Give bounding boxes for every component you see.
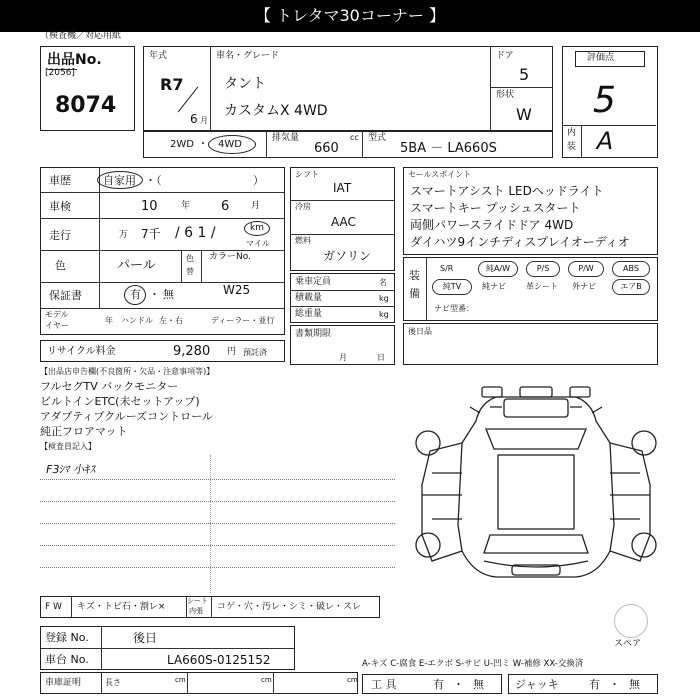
year-month-unit: 月	[200, 116, 208, 125]
lot-label: 出品No.	[47, 52, 102, 68]
mileage-man: 万	[119, 230, 129, 240]
tools-no: 無	[473, 678, 484, 691]
sales-point-line-1: スマートキー プッシュスタート	[410, 201, 581, 215]
car-diagram	[400, 385, 658, 595]
size-cm-1: cm	[175, 676, 186, 684]
recycle-value: 9,280	[173, 344, 211, 359]
size-cm-3: cm	[347, 676, 358, 684]
fw-items: キズ・トビ石・割レ×	[77, 602, 166, 612]
defect-legend: A-キズ C-腐食 E-エクボ S-サビ U-凹ミ W-補修 XX-交換済	[362, 659, 584, 669]
equip-navi: 純ナビ	[482, 282, 506, 291]
inspection-month-unit: 月	[251, 201, 261, 211]
sales-point-line-3: ダイハツ9インチディスプレイオーディオ	[410, 235, 630, 249]
history-suffix: ・（	[145, 174, 162, 187]
mileage-sen: 7千	[141, 227, 161, 241]
tone-label-bottom: 替	[186, 267, 194, 276]
model-label: 車名・グレード	[216, 51, 280, 61]
fw-label: F W	[45, 602, 62, 612]
doc-limit-day: 日	[377, 353, 385, 362]
doc-limit-box	[290, 325, 395, 365]
later-items-label: 後日品	[408, 327, 432, 336]
year-era: R7	[160, 75, 184, 94]
shift-value: IAT	[333, 181, 352, 195]
score-label: 評価点	[587, 53, 615, 63]
equip-sr: S/R	[440, 264, 454, 273]
inspection-year-unit: 年	[181, 201, 191, 211]
inspector-notes-area	[40, 455, 400, 595]
equip-leather: 革シート	[526, 282, 558, 291]
top-note: （検査機／対応用紙	[40, 31, 122, 41]
jack-label: ジャッキ	[515, 678, 559, 691]
spec-row	[143, 131, 553, 158]
history-label: 車歴	[49, 174, 71, 187]
model-code-value: 5BA － LA660S	[400, 141, 497, 156]
interior-label-top: 内	[567, 128, 577, 138]
inspector-handwriting: F3ｼﾏ 小ｷｽ	[44, 463, 97, 476]
details-table	[40, 167, 285, 335]
lot-code: [2056]	[45, 68, 75, 78]
equip-pw: P/W	[568, 261, 604, 277]
seat-label-bottom: 内張	[189, 607, 203, 615]
equip-ext-navi: 外ナビ	[572, 282, 596, 291]
capacity-label-1: 積載量	[295, 293, 323, 303]
inspection-label: 車検	[49, 200, 71, 213]
equip-alloy: 純A/W	[478, 261, 518, 277]
warranty-yes: 有	[130, 288, 141, 301]
sales-points-box	[403, 167, 658, 255]
year-month: 6	[190, 112, 198, 126]
mileage-km: km	[250, 223, 264, 233]
fuel-label: 燃料	[295, 236, 311, 245]
score-box	[562, 46, 658, 158]
tone-label-top: 色	[186, 254, 194, 263]
inspector-notes-label: 【検査員記入】	[40, 442, 96, 451]
color-value: パール	[117, 258, 156, 273]
warranty-label: 保証書	[49, 289, 82, 302]
ac-value: AAC	[331, 215, 356, 229]
model-year-label-bottom: イヤー	[45, 321, 69, 330]
spare-circle	[614, 604, 648, 638]
ac-label: 冷房	[295, 202, 311, 211]
size-label: 車庫証明	[45, 678, 82, 688]
header-bar	[0, 0, 700, 32]
capacity-label-2: 総重量	[295, 309, 323, 319]
displacement-value: 660	[314, 141, 339, 156]
seat-items: コゲ・穴・汚レ・シミ・破レ・スレ	[217, 602, 362, 612]
capacity-table	[290, 273, 395, 323]
model-name: タント	[224, 76, 266, 92]
score-value: 5	[588, 80, 621, 121]
recycle-note: 預託済	[243, 348, 267, 357]
equipment-label-1: 備	[409, 287, 420, 300]
shape-label: 形状	[496, 90, 515, 100]
lot-box	[40, 46, 135, 131]
lot-number: 8074	[55, 93, 117, 118]
mech-table	[290, 167, 395, 271]
registration-table	[40, 626, 295, 670]
color-no-value: W25	[223, 283, 251, 297]
seat-label-top: シート	[187, 597, 208, 605]
defects-row	[40, 596, 380, 618]
shape-value: W	[516, 105, 532, 124]
jack-no: 無	[629, 678, 640, 691]
tools-box	[362, 674, 502, 694]
handle-opts: 左・右	[159, 316, 183, 325]
equipment-box	[403, 257, 658, 321]
size-length: 長さ	[105, 678, 121, 687]
warranty-sep: ・	[149, 288, 160, 301]
capacity-unit-2: kg	[379, 310, 389, 319]
dealer-label: ディーラー・並行	[211, 316, 275, 325]
drive-4wd: 4WD	[218, 139, 242, 150]
seller-notes-label: 【出品店申告欄(不良箇所・欠品・注意事項等)】	[40, 367, 215, 376]
mileage-label: 走行	[49, 229, 71, 242]
doc-limit-label: 書類期限	[295, 329, 332, 339]
recycle-box	[40, 340, 285, 362]
seller-note-3: 純正フロアマット	[40, 425, 128, 438]
tools-label: 工 具	[371, 678, 397, 691]
equip-airbag: エアB	[612, 279, 650, 295]
sales-point-line-0: スマートアシスト LEDヘッドライト	[410, 184, 604, 198]
chassis-no-value: LA660S-0125152	[167, 653, 271, 667]
chassis-no-label: 車台 No.	[45, 653, 89, 666]
equip-tv: 純TV	[432, 279, 472, 295]
history-value: 自家用	[103, 174, 136, 187]
tools-sep: ・	[453, 678, 464, 691]
seller-note-0: フルセグTV バックモニター	[40, 380, 179, 393]
size-table	[40, 672, 358, 694]
jack-yes: 有	[589, 678, 600, 691]
displacement-unit: cc	[350, 133, 359, 142]
navi-model-label: ナビ型番：	[434, 304, 474, 313]
jack-box	[508, 674, 658, 694]
doc-limit-month: 月	[339, 353, 347, 362]
mileage-mile: マイル	[246, 239, 270, 248]
model-year-unit: 年	[105, 316, 113, 325]
seller-note-2: アダプティブクルーズコントロール	[40, 410, 213, 423]
doors-label: ドア	[496, 51, 514, 61]
model-code-label: 型式	[368, 133, 387, 143]
spare-label: スペア	[614, 639, 642, 649]
inspection-year: 10	[141, 199, 158, 214]
later-items-box	[403, 323, 658, 365]
color-no-label: カラーNo.	[209, 252, 251, 262]
recycle-label: リサイクル料金	[47, 346, 116, 357]
interior-label-bottom: 装	[567, 142, 577, 152]
drive-sep: ・	[198, 139, 208, 150]
size-cm-2: cm	[261, 676, 272, 684]
model-grade: カスタムX 4WD	[224, 103, 328, 119]
reg-no-label: 登録 No.	[45, 631, 89, 644]
inspection-month: 6	[221, 199, 230, 214]
doors-value: 5	[519, 65, 530, 84]
history-close: ）	[253, 174, 264, 187]
sales-point-line-2: 両側パワースライドドア 4WD	[410, 218, 574, 232]
vehicle-header-box	[143, 46, 553, 131]
handle-label: ハンドル	[121, 316, 153, 325]
warranty-no: 無	[163, 288, 174, 301]
header-title: 【 トレタマ30コーナー 】	[255, 6, 445, 25]
displacement-label: 排気量	[272, 133, 300, 143]
shift-label: シフト	[295, 170, 319, 179]
fuel-value: ガソリン	[323, 249, 372, 263]
reg-no-value: 後日	[133, 631, 158, 645]
model-year-label-top: モデル	[45, 310, 69, 319]
sales-points-label: セールスポイント	[408, 170, 472, 179]
jack-sep: ・	[609, 678, 620, 691]
equip-ps: P/S	[526, 261, 560, 277]
tools-yes: 有	[433, 678, 444, 691]
equipment-label-0: 装	[409, 269, 420, 282]
capacity-unit-0: 名	[379, 278, 387, 287]
mileage-value: / 6 1 /	[175, 225, 216, 241]
recycle-unit: 円	[227, 347, 237, 357]
interior-value: A	[594, 127, 617, 155]
seller-note-1: ビルトインETC(未セットアップ)	[40, 395, 200, 408]
color-label: 色	[55, 259, 66, 272]
capacity-unit-1: kg	[379, 294, 389, 303]
capacity-label-0: 乗車定員	[295, 277, 332, 287]
drive-2wd: 2WD	[170, 139, 194, 150]
year-label: 年式	[149, 51, 168, 61]
equip-abs: ABS	[612, 261, 650, 277]
